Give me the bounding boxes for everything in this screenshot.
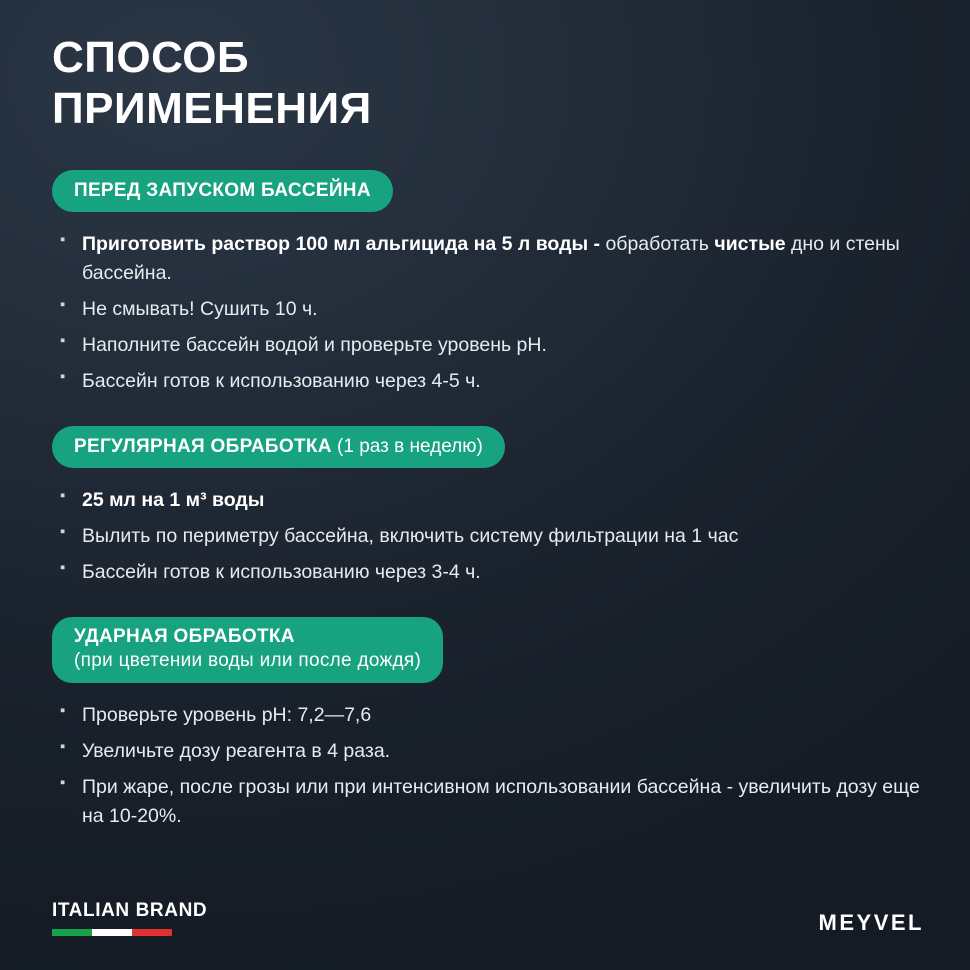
list-item-text: обработать [600, 233, 715, 256]
section-3-subtitle: (при цветении воды или после дождя) [74, 649, 422, 671]
page-title [52, 32, 924, 134]
list-item-bold-2: чистые [714, 233, 786, 256]
list-item: ▪ Бассейн готов к использованию через 3-4 ч. [58, 558, 924, 586]
list-item: ▪ Вылить по периметру бассейна, включить систему фильтрации на 1 час [58, 522, 924, 550]
list-item [58, 486, 924, 514]
list-item [58, 230, 924, 287]
page-title-line1: СПОСОБ [52, 33, 250, 82]
list-item: ▪ Бассейн готов к использованию через 4-5 ч. [58, 367, 924, 395]
list-item: ▪ При жаре, после грозы или при интенсивном использовании бассейна - увеличить дозу еще на 10-20%. [58, 773, 924, 830]
content-container [52, 26, 924, 950]
list-item-bold: 25 мл на 1 м³ воды [82, 488, 265, 511]
section-2-list [58, 486, 924, 587]
meyvel-logo: MEYVEL [818, 910, 924, 935]
section-1-title: ПЕРЕД ЗАПУСКОМ БАССЕЙНА [74, 180, 371, 202]
section-1-pill [52, 170, 393, 212]
section-2-subtitle: (1 раз в неделю) [331, 435, 483, 457]
section-1-list [58, 230, 924, 395]
section-2-header [52, 426, 924, 468]
italian-brand-label: ITALIAN BRAND [52, 900, 208, 921]
section-3-pill [52, 617, 443, 683]
italy-flag-icon [52, 929, 172, 936]
italian-brand-badge [52, 900, 207, 936]
section-3-title: УДАРНАЯ ОБРАБОТКА [74, 625, 295, 647]
section-1-header [52, 170, 924, 212]
section-2-pill [52, 426, 505, 468]
section-2-title: РЕГУЛЯРНАЯ ОБРАБОТКА [74, 435, 332, 457]
list-item: ▪ Увеличьте дозу реагента в 4 раза. [58, 737, 924, 765]
section-3-list [58, 701, 924, 830]
page-title-line2: ПРИМЕНЕНИЯ [52, 84, 372, 134]
list-item: ▪ Проверьте уровень pH: 7,2—7,6 [58, 701, 924, 729]
list-item: ▪ Наполните бассейн водой и проверьте уровень pH. [58, 331, 924, 359]
list-item-bold: Приготовить раствор 100 мл альгицида на 5 л воды - [82, 233, 601, 256]
list-item-text-2: дно и стены бассейна. [82, 233, 900, 284]
list-item: ▪ Не смывать! Сушить 10 ч. [58, 295, 924, 323]
section-3-header [52, 617, 924, 683]
footer [52, 900, 924, 936]
